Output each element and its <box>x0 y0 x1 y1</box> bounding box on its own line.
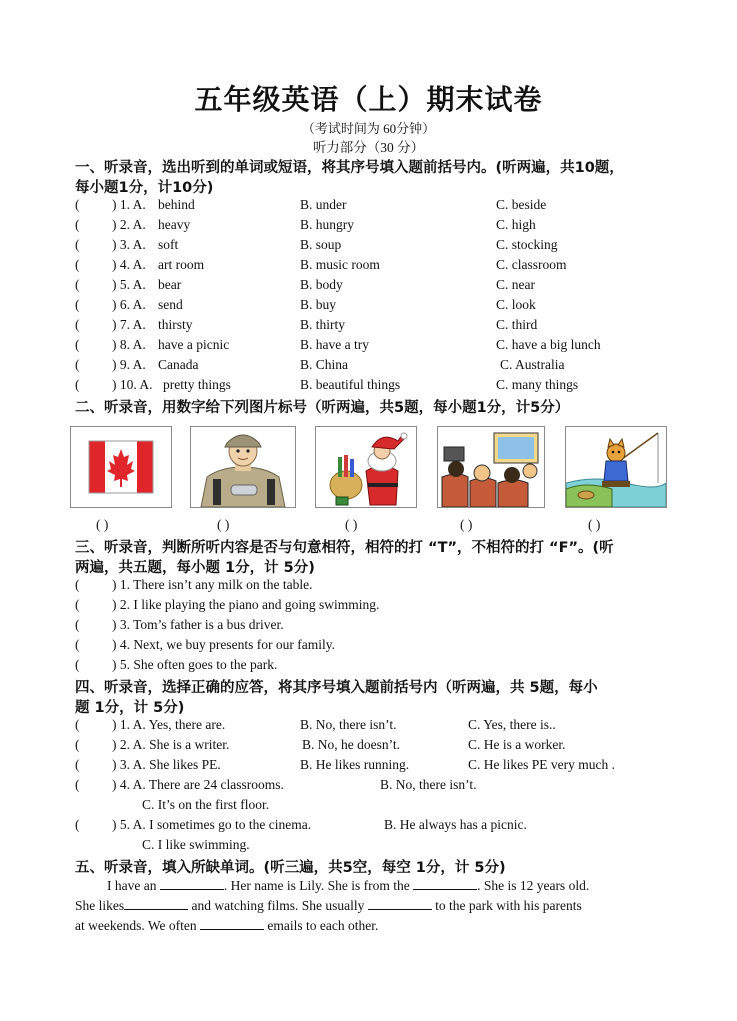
s4-q1-option-a: ) 1. A. Yes, there are. <box>112 717 226 732</box>
section-4-heading-line1: 四、听录音，选择正确的应答，将其序号填入题前括号内（听两遍，共 5题，每小 <box>75 680 598 696</box>
section-1-heading-line2: 每小题1分，计10分) <box>75 180 214 196</box>
cloze-line-2-part-c: to the park with his parents <box>431 898 582 913</box>
s4-q1-option-c: C. Yes, there is.. <box>468 717 556 732</box>
s3-q5-statement: ) 5. She often goes to the park. <box>112 657 278 672</box>
picture-5-answer-parens[interactable]: ( ) <box>588 517 601 532</box>
s1-q1-option-a: behind <box>158 197 195 212</box>
s3-q4-parens[interactable]: ( <box>75 637 80 652</box>
s1-q7-option-b: B. thirty <box>300 317 346 332</box>
s1-q5-number: ) 5. A. <box>112 277 146 292</box>
s4-q3-option-a: ) 3. A. She likes PE. <box>112 757 221 772</box>
s3-q2-parens[interactable]: ( <box>75 597 80 612</box>
listening-section-label: 听力部分（30 分） <box>312 140 425 155</box>
s1-q2-option-b: B. hungry <box>300 217 354 232</box>
s1-q2-option-c: C. high <box>496 217 536 232</box>
section-5-heading: 五、听录音，填入所缺单词。(听三遍，共5空，每空 1分，计 5分) <box>75 860 506 876</box>
s4-q4-option-c: C. It’s on the first floor. <box>142 797 270 812</box>
s1-q2-parens[interactable]: ( <box>75 217 80 232</box>
s4-q4-parens[interactable]: ( <box>75 777 80 792</box>
s1-q9-option-c: C. Australia <box>500 357 565 372</box>
s1-q10-option-c: C. many things <box>496 377 579 392</box>
s4-q3-parens[interactable]: ( <box>75 757 80 772</box>
s3-q3-statement: ) 3. Tom’s father is a bus driver. <box>112 617 284 632</box>
cloze-line-2-part-a: She likes <box>75 898 125 913</box>
s3-q5-parens[interactable]: ( <box>75 657 80 672</box>
s1-q4-option-b: B. music room <box>300 257 380 272</box>
s3-q1-parens[interactable]: ( <box>75 577 80 592</box>
s1-q8-option-c: C. have a big lunch <box>496 337 601 352</box>
s1-q3-parens[interactable]: ( <box>75 237 80 252</box>
s1-q2-number: ) 2. A. <box>112 217 146 232</box>
exam-title: 五年级英语（上）期末试卷 <box>194 85 543 116</box>
s1-q9-option-b: B. China <box>300 357 349 372</box>
s1-q10-parens[interactable]: ( <box>75 377 80 392</box>
s1-q9-option-a: Canada <box>158 357 199 372</box>
cloze-blank-3[interactable] <box>124 897 188 910</box>
section-1-heading-line1: 一、听录音，选出听到的单词或短语，将其序号填入题前括号内。(听两遍，共10题， <box>75 160 624 176</box>
s1-q5-option-a: bear <box>158 277 182 292</box>
s4-q2-option-a: ) 2. A. She is a writer. <box>112 737 230 752</box>
cloze-line-2-part-b: and watching films. She usually <box>188 898 368 913</box>
s4-q1-parens[interactable]: ( <box>75 717 80 732</box>
s1-q4-parens[interactable]: ( <box>75 257 80 272</box>
section-4-heading-line2: 题 1分，计 5分) <box>75 700 185 716</box>
exam-duration: （考试时间为 60分钟） <box>301 121 436 136</box>
s4-q4-option-b: B. No, there isn’t. <box>380 777 477 792</box>
s4-q1-option-b: B. No, there isn’t. <box>300 717 397 732</box>
s3-q3-parens[interactable]: ( <box>75 617 80 632</box>
section-3-heading-line1: 三、听录音，判断所听内容是否与句意相符，相符的打 “T”，不相符的打 “F”。(听 <box>75 540 614 556</box>
s1-q4-option-c: C. classroom <box>496 257 567 272</box>
s1-q3-option-a: soft <box>158 237 179 252</box>
s1-q7-number: ) 7. A. <box>112 317 146 332</box>
s1-q5-parens[interactable]: ( <box>75 277 80 292</box>
s1-q1-parens[interactable]: ( <box>75 197 80 212</box>
s1-q3-option-c: C. stocking <box>496 237 558 252</box>
s4-q2-parens[interactable]: ( <box>75 737 80 752</box>
s1-q9-parens[interactable]: ( <box>75 357 80 372</box>
cloze-blank-4[interactable] <box>368 897 432 910</box>
s4-q5-option-b: B. He always has a picnic. <box>384 817 527 832</box>
s1-q5-option-b: B. body <box>300 277 343 292</box>
s1-q3-option-b: B. soup <box>300 237 342 252</box>
s1-q4-option-a: art room <box>158 257 205 272</box>
s4-q4-option-a: ) 4. A. There are 24 classrooms. <box>112 777 284 792</box>
s1-q7-option-a: thirsty <box>158 317 193 332</box>
s1-q10-option-a: pretty things <box>163 377 231 392</box>
s1-q10-option-b: B. beautiful things <box>300 377 401 392</box>
s4-q5-option-c: C. I like swimming. <box>142 837 250 852</box>
s1-q3-number: ) 3. A. <box>112 237 146 252</box>
cloze-line-3-part-a: at weekends. We often <box>75 918 200 933</box>
s4-q5-option-a: ) 5. A. I sometimes go to the cinema. <box>112 817 312 832</box>
picture-1-answer-parens[interactable]: ( ) <box>96 517 109 532</box>
cloze-blank-2[interactable] <box>413 877 477 890</box>
s4-q2-option-c: C. He is a worker. <box>468 737 566 752</box>
s1-q1-option-c: C. beside <box>496 197 547 212</box>
s1-q1-option-b: B. under <box>300 197 347 212</box>
s1-q10-number: ) 10. A. <box>112 377 153 392</box>
s1-q1-number: ) 1. A. <box>112 197 146 212</box>
s1-q8-option-b: B. have a try <box>300 337 369 352</box>
s1-q4-number: ) 4. A. <box>112 257 146 272</box>
cloze-line-3 <box>75 917 378 934</box>
cat-fishing-icon <box>565 426 667 508</box>
canada-flag-icon <box>70 426 172 508</box>
cloze-blank-5[interactable] <box>200 917 264 930</box>
worker-icon <box>190 426 296 508</box>
cloze-line-2 <box>75 897 582 914</box>
s1-q9-number: ) 9. A. <box>112 357 146 372</box>
s1-q6-option-a: send <box>158 297 183 312</box>
santa-claus-icon <box>315 426 417 508</box>
s4-q3-option-c: C. He likes PE very much . <box>468 757 615 772</box>
s3-q2-statement: ) 2. I like playing the piano and going swimming. <box>112 597 380 612</box>
s3-q1-statement: ) 1. There isn’t any milk on the table. <box>112 577 313 592</box>
s1-q8-number: ) 8. A. <box>112 337 146 352</box>
cloze-line-1-part-a: I have an <box>107 878 157 893</box>
s1-q6-option-b: B. buy <box>300 297 337 312</box>
section-3-heading-line2: 两遍，共五题，每小题 1分，计 5分) <box>75 560 315 576</box>
cloze-blank-1[interactable] <box>160 877 224 890</box>
s1-q6-number: ) 6. A. <box>112 297 146 312</box>
s1-q8-parens[interactable]: ( <box>75 337 80 352</box>
cloze-line-3-part-b: emails to each other. <box>264 918 379 933</box>
cloze-line-1 <box>107 877 589 894</box>
cinema-audience-icon <box>437 426 545 508</box>
s3-q4-statement: ) 4. Next, we buy presents for our family. <box>112 637 335 652</box>
picture-2-answer-parens[interactable]: ( ) <box>217 517 230 532</box>
s4-q2-option-b: B. No, he doesn’t. <box>302 737 400 752</box>
s1-q7-parens[interactable]: ( <box>75 317 80 332</box>
s1-q2-option-a: heavy <box>158 217 191 232</box>
picture-3-answer-parens[interactable]: ( ) <box>345 517 358 532</box>
cloze-line-1-part-b: . Her name is Lily. She is from the <box>223 878 410 893</box>
s1-q6-option-c: C. look <box>496 297 536 312</box>
cloze-line-1-part-c: . She is 12 years old. <box>477 878 590 893</box>
s4-q5-parens[interactable]: ( <box>75 817 80 832</box>
picture-4-answer-parens[interactable]: ( ) <box>460 517 473 532</box>
s1-q7-option-c: C. third <box>496 317 538 332</box>
s1-q5-option-c: C. near <box>496 277 535 292</box>
s1-q8-option-a: have a picnic <box>158 337 230 352</box>
section-2-heading: 二、听录音，用数字给下列图片标号（听两遍，共5题，每小题1分，计5分） <box>75 400 570 416</box>
s1-q6-parens[interactable]: ( <box>75 297 80 312</box>
s4-q3-option-b: B. He likes running. <box>300 757 410 772</box>
